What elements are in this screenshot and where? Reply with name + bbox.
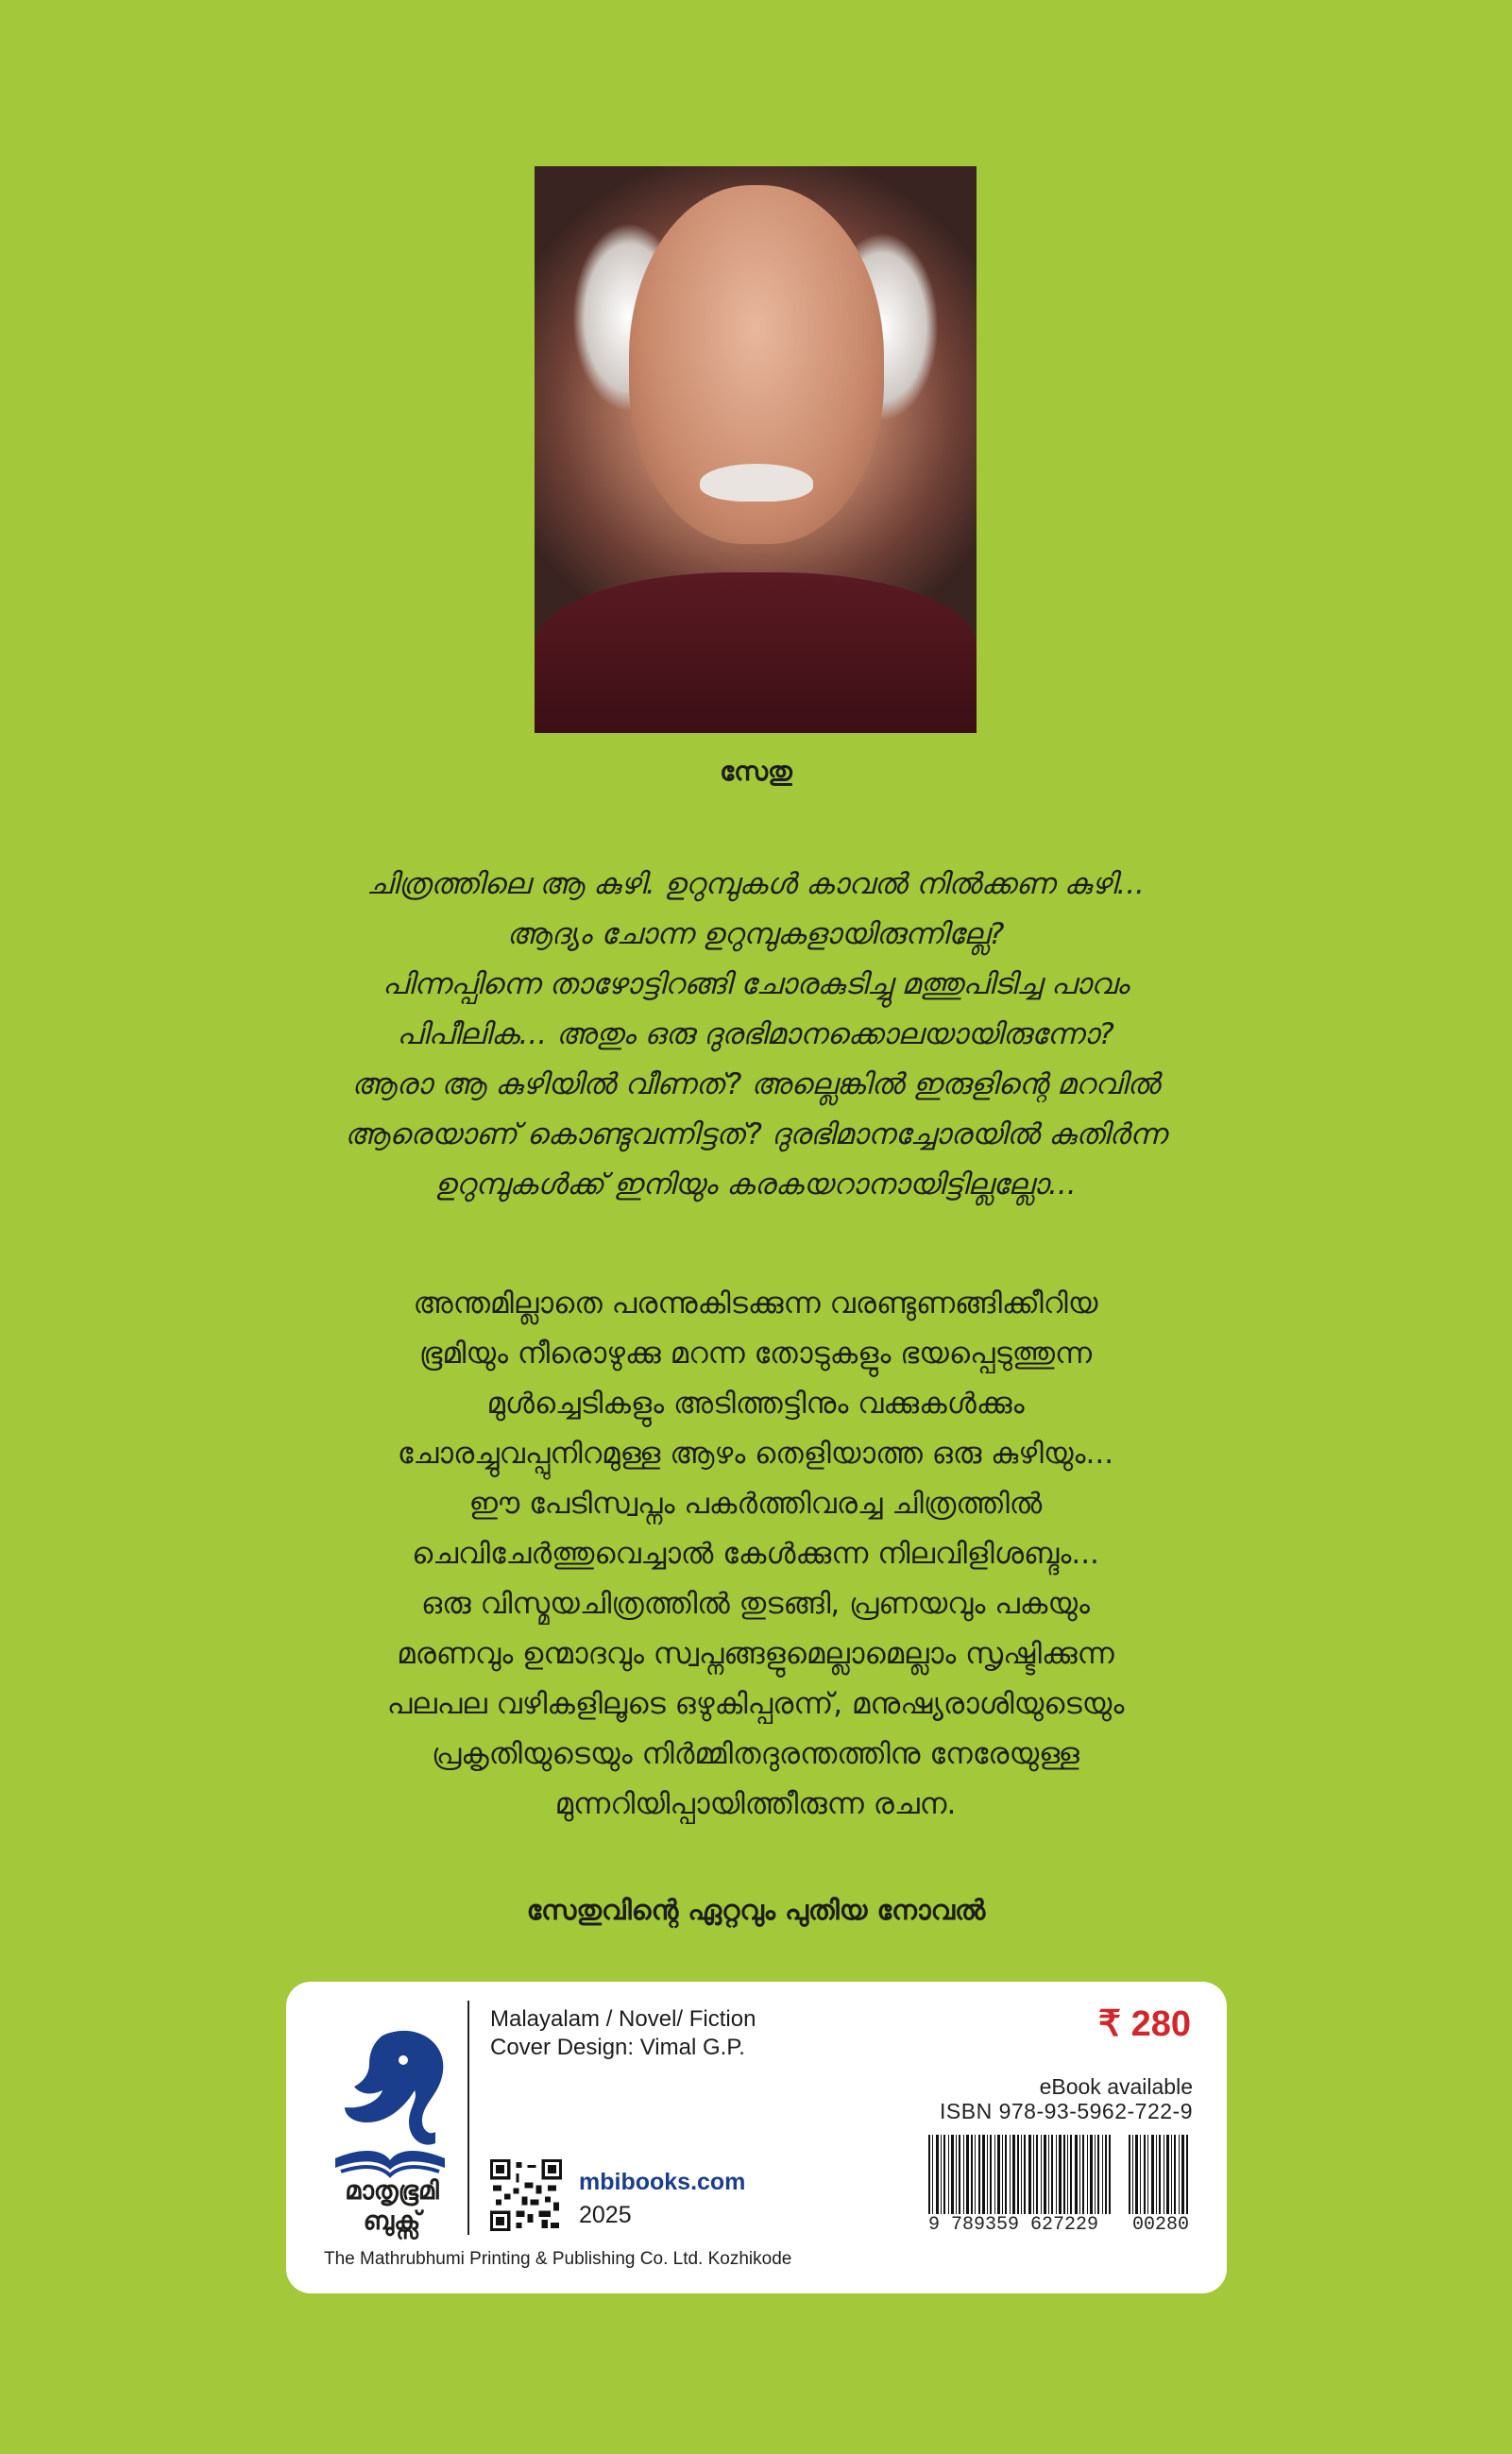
blurb-line: ആരാ ആ കുഴിയിൽ വീണത്? അല്ലെങ്കിൽ ഇരുളിന്റെ മറവിൽ — [351, 1067, 1160, 1101]
blurb-line: പിന്നപ്പിന്നെ താഴോട്ടിറങ്ങി ചോരകുടിച്ചു മത്തുപിടിച്ച പാവം — [382, 967, 1130, 1001]
blurb-line: മരണവും ഉന്മാദവും സ്വപ്നങ്ങളുമെല്ലാമെല്ലാം സൃഷ്ടിക്കുന്ന — [397, 1637, 1114, 1671]
barcode — [928, 2135, 1189, 2214]
barcode-number-right: 00280 — [1131, 2214, 1189, 2236]
blurb-line: ആരെയാണ് കൊണ്ടുവന്നിട്ടത്? ദുരഭിമാനച്ചോരയിൽ കുതിർന്ന — [344, 1117, 1167, 1151]
publisher-logo-text — [316, 2176, 467, 2237]
price: ₹ 280 — [1097, 2004, 1191, 2044]
blurb-line: ആദ്യം ചോന്ന ഉറുമ്പുകളായിരുന്നില്ലേ? — [506, 917, 1005, 951]
book-meta — [490, 2005, 756, 2062]
barcode-numbers — [928, 2214, 1189, 2236]
barcode-number-left: 9 789359 627229 — [928, 2214, 1099, 2236]
category: Malayalam / Novel/ Fiction — [490, 2006, 756, 2032]
blurb-line: ഒരു വിസ്മയചിത്രത്തിൽ തുടങ്ങി, പ്രണയവും പകയും — [421, 1587, 1090, 1621]
blurb-line: ചെവിചേർത്തുവെച്ചാൽ കേൾക്കുന്ന നിലവിളിശബ്ദം... — [412, 1537, 1099, 1571]
blurb-line: പിപീലിക... അതും ഒരു ദുരഭിമാനക്കൊലയായിരുന്നോ? — [397, 1017, 1114, 1051]
author-name: സേതു — [720, 756, 792, 787]
publisher-card — [286, 1982, 1227, 2293]
logo-line: ബുക്സ് — [363, 2207, 421, 2236]
year: 2025 — [579, 2202, 632, 2228]
logo-line: മാതൃഭൂമി — [345, 2176, 439, 2206]
blurb-line: ഈ പേടിസ്വപ്നം പകർത്തിവരച്ച ചിത്രത്തിൽ — [468, 1487, 1043, 1521]
qr-code-icon[interactable] — [490, 2159, 562, 2231]
ebook-note: eBook available — [1039, 2074, 1193, 2099]
cover-design: Cover Design: Vimal G.P. — [490, 2035, 745, 2060]
isbn: ISBN 978-93-5962-722-9 — [940, 2099, 1193, 2123]
blurb-line: ചിത്രത്തിലെ ആ കുഴി. ഉറുമ്പുകൾ കാവൽ നിൽക്കണ കുഴി... — [366, 867, 1145, 901]
blurb-line: ചോരച്ചുവപ്പുനിറമുള്ള ആഴം തെളിയാത്ത ഒരു കുഴിയും... — [397, 1437, 1114, 1471]
blurb-description — [208, 1279, 1303, 1830]
website-link[interactable]: mbibooks.com — [579, 2169, 746, 2195]
blurb-line: അന്തമില്ലാതെ പരന്നുകിടക്കുന്ന വരണ്ടുണങ്ങിക്കീറിയ — [413, 1287, 1098, 1321]
tagline: സേതുവിന്റെ ഏറ്റവും പുതിയ നോവൽ — [526, 1894, 986, 1926]
author-photo — [535, 166, 977, 733]
divider — [467, 2001, 469, 2235]
publisher-name: The Mathrubhumi Printing & Publishing Co. Ltd. Kozhikode — [324, 2249, 792, 2269]
blurb-line: പലപല വഴികളിലൂടെ ഒഴുകിപ്പരന്ന്, മനുഷ്യരാശിയുടെയും — [386, 1687, 1125, 1721]
blurb-line: ഉറുമ്പുകൾക്ക് ഇനിയും കരകയറാനായിട്ടില്ലല്ലോ... — [434, 1167, 1077, 1201]
blurb-line: ഭൂമിയും നീരൊഴുക്കു മറന്ന തോടുകളും ഭയപ്പെടുത്തുന്ന — [418, 1337, 1093, 1371]
blurb-quote — [208, 860, 1303, 1210]
blurb-line: പ്രകൃതിയുടെയും നിർമ്മിതദുരന്തത്തിനു നേരേയുള്ള — [432, 1737, 1079, 1771]
blurb-line: മുൾച്ചെടികളും അടിത്തട്ടിനും വക്കുകൾക്കും — [486, 1387, 1025, 1421]
blurb-line: മുന്നറിയിപ്പായിത്തീരുന്ന രചന. — [554, 1787, 957, 1821]
